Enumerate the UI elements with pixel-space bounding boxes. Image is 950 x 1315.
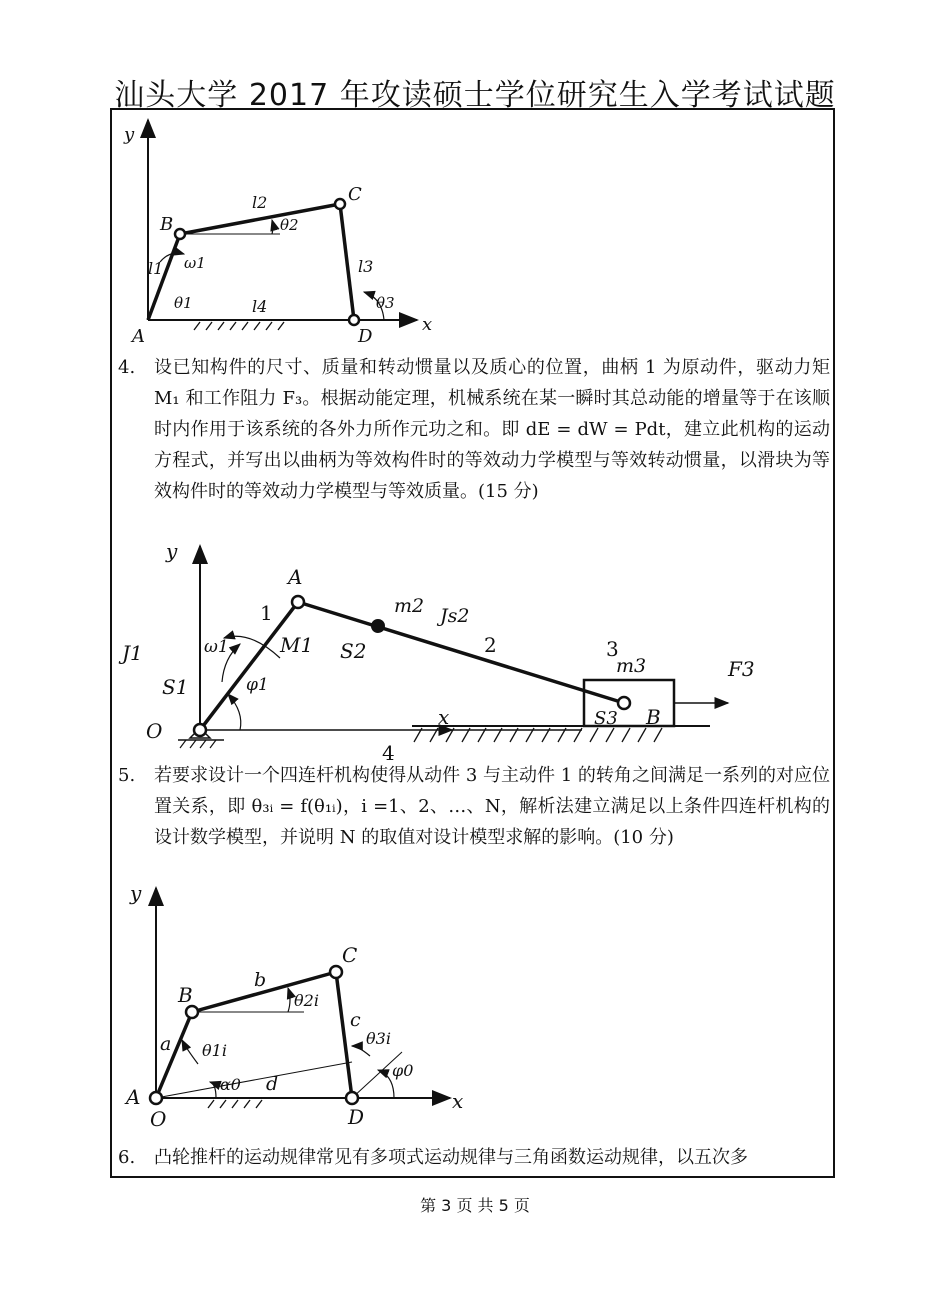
- fig1-joint-d: [349, 315, 359, 325]
- fig2-label-b: B: [646, 705, 661, 729]
- fig1-label-l3: l3: [358, 257, 374, 276]
- question-6-text: 凸轮推杆的运动规律常见有多项式运动规律与三角函数运动规律，以五次多: [154, 1147, 748, 1168]
- page-title: 汕头大学 2017 年攻读硕士学位研究生入学考试试题: [114, 78, 836, 113]
- fig1-label-x: x: [422, 314, 433, 335]
- fig2-label-phi1: φ1: [246, 675, 269, 695]
- question-4: [118, 352, 830, 507]
- fig3-label-y: y: [130, 881, 142, 905]
- figure-four-bar-linkage: [112, 112, 442, 352]
- figure-four-bar-design: [112, 876, 492, 1136]
- fig1-ground-hatch: [194, 322, 284, 330]
- fig2-label-m1: M1: [280, 633, 314, 657]
- fig2-label-j1: J1: [122, 641, 143, 665]
- fig1-label-l4: l4: [252, 297, 268, 316]
- fig3-ground-hatch: [208, 1100, 262, 1108]
- question-5: [118, 760, 830, 853]
- fig2-label-s3: S3: [594, 708, 618, 729]
- fig2-label-x: x: [438, 705, 450, 729]
- page-number: 第 3 页 共 5 页: [420, 1196, 530, 1215]
- fig2-label-1: 1: [260, 601, 273, 625]
- fig2-label-o: O: [146, 719, 163, 743]
- fig3-joint-a: [150, 1092, 162, 1104]
- fig1-label-a: A: [132, 326, 145, 347]
- fig3-label-c-pt: C: [342, 943, 358, 967]
- fig3-label-a-pt: A: [126, 1085, 141, 1109]
- fig3-label-theta3i: θ3i: [366, 1029, 391, 1048]
- figure-slider-crank: [112, 534, 812, 774]
- fig2-label-js2: Js2: [440, 605, 470, 627]
- fig1-label-c: C: [348, 184, 362, 205]
- fig3-label-theta1i: θ1i: [202, 1041, 227, 1060]
- question-4-text: 设已知构件的尺寸、质量和转动惯量以及质心的位置，曲柄 1 为原动件，驱动力矩 M₁ 和工作阻力 F₃。根据动能定理，机械系统在某一瞬时其总动能的增量等于在该顺时内作用于该系统的各外力所作元功之和。即 dE = dW = Pdt，建立此机构的运动方程式，并写出以曲柄为等效构件时的等效动力学模型与等效转动惯量，以滑块为等效构件时的等效动力学模型与等效质量。(15 分): [154, 357, 830, 502]
- fig1-label-l1: l1: [148, 259, 164, 278]
- fig2-label-s2: S2: [340, 639, 367, 663]
- fig1-label-d: D: [358, 326, 373, 347]
- fig3-label-c: c: [350, 1009, 361, 1031]
- fig1-label-b: B: [160, 214, 174, 235]
- fig3-joint-c: [330, 966, 342, 978]
- fig3-joint-b: [186, 1006, 198, 1018]
- fig3-label-b: b: [254, 969, 267, 991]
- fig2-label-4: 4: [382, 741, 395, 765]
- fig2-mass-center-s2: [371, 619, 385, 633]
- fig2-label-omega1: ω1: [204, 637, 229, 657]
- fig2-label-y: y: [166, 539, 178, 563]
- fig2-label-3: 3: [606, 637, 619, 661]
- question-4-number: 4.: [118, 357, 136, 378]
- fig3-label-d: d: [266, 1073, 279, 1095]
- question-6-number: 6.: [118, 1147, 136, 1168]
- fig3-link-c: [336, 972, 352, 1098]
- fig2-crank: [200, 602, 298, 730]
- fig3-label-a: a: [160, 1033, 172, 1055]
- fig2-label-m3: m3: [616, 655, 647, 677]
- fig1-joint-b: [175, 229, 185, 239]
- fig2-label-f3: F3: [728, 657, 755, 681]
- fig3-label-alpha0: α0: [220, 1075, 241, 1094]
- fig2-label-s1: S1: [162, 675, 189, 699]
- fig3-label-o: O: [150, 1107, 167, 1131]
- fig1-link-l3: [340, 204, 354, 320]
- fig3-label-x: x: [452, 1089, 464, 1113]
- fig2-joint-b: [618, 697, 630, 709]
- fig3-joint-d: [346, 1092, 358, 1104]
- fig3-label-phi0: φ0: [392, 1061, 414, 1080]
- fig3-label-d-pt: D: [348, 1105, 365, 1129]
- fig1-label-omega1: ω1: [184, 254, 206, 272]
- fig1-label-l2: l2: [252, 193, 268, 212]
- question-5-number: 5.: [118, 765, 136, 786]
- fig2-joint-a: [292, 596, 304, 608]
- fig3-label-b-pt: B: [178, 983, 193, 1007]
- fig1-label-y: y: [124, 124, 135, 145]
- fig2-label-a: A: [288, 565, 303, 589]
- fig1-joint-c: [335, 199, 345, 209]
- fig1-label-theta1: θ1: [174, 294, 193, 312]
- fig1-label-theta3: θ3: [376, 294, 395, 312]
- fig1-label-theta2: θ2: [280, 216, 299, 234]
- fig3-link-a: [156, 1012, 192, 1098]
- question-5-text: 若要求设计一个四连杆机构使得从动件 3 与主动件 1 的转角之间满足一系列的对应位置关系，即 θ₃ᵢ = f(θ₁ᵢ)，i =1、2、…、N，解析法建立满足以上条件四连杆机构的设计数学模型，并说明 N 的取值对设计模型求解的影响。(10 分): [154, 765, 830, 848]
- fig2-joint-o: [194, 724, 206, 736]
- fig2-label-m2: m2: [394, 595, 425, 617]
- fig3-label-theta2i: θ2i: [294, 991, 319, 1010]
- question-6: [118, 1142, 830, 1173]
- fig2-label-2: 2: [484, 633, 497, 657]
